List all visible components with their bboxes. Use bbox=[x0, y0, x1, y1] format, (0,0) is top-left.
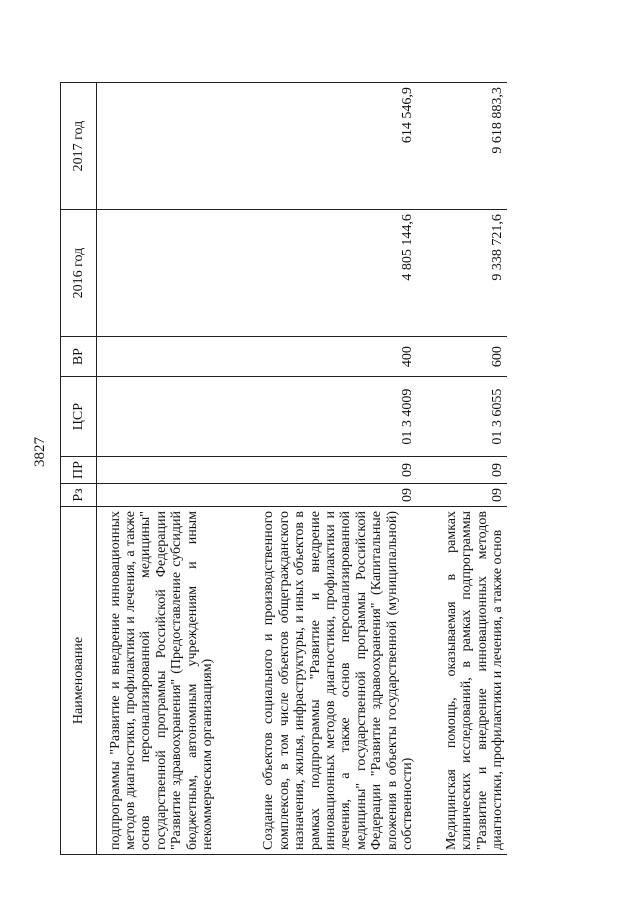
row-csr bbox=[97, 377, 217, 457]
row-pr: 09 bbox=[217, 457, 417, 484]
row-2017: 9 618 883,3 bbox=[417, 83, 507, 210]
page-number: 3827 bbox=[32, 437, 48, 467]
row-2016 bbox=[97, 210, 217, 337]
row-2016: 4 805 144,6 bbox=[217, 210, 417, 337]
header-name: Наименование bbox=[61, 507, 97, 855]
row-2017: 614 546,9 bbox=[217, 83, 417, 210]
header-pr: ПР bbox=[61, 457, 97, 484]
row-name: подпрограммы "Развитие и внедрение инновационных методов диагностики, профилактики и лечения, а также основ персонализированной медицины" государственной программы Российской Федерации "Развитие здравоохранения" (Предоставление субсидий бюджетным, автономным учреждениям и иным некоммерческим организациям) bbox=[97, 507, 217, 855]
row-name: Создание объектов социального и производственного комплексов, в том числе объектов общегражданского назначения, жилья, инфраструктуры, и иных объектов в рамках подпрограммы "Развитие и внедрение инновационных методов диагностики, профилактики и лечения, а также основ персонализированной медицины" государственной программы Российской Федерации "Развитие здравоохранения" (Капитальные вложения в объекты государственной (муниципальной) собственности) bbox=[217, 507, 417, 855]
row-rz bbox=[97, 484, 217, 507]
budget-table bbox=[60, 82, 507, 855]
table-row bbox=[217, 83, 417, 855]
row-name: Медицинская помощь, оказываемая в рамках клинических исследований, в рамках подпрограммы "Развитие и внедрение инновационных методов диагностики, профилактики и лечения, а также основ bbox=[417, 507, 507, 855]
row-pr: 09 bbox=[417, 457, 507, 484]
row-2016: 9 338 721,6 bbox=[417, 210, 507, 337]
header-2017: 2017 год bbox=[61, 83, 97, 210]
table-header-row bbox=[61, 83, 97, 855]
header-rz: Рз bbox=[61, 484, 97, 507]
row-pr bbox=[97, 457, 217, 484]
row-vr: 400 bbox=[217, 337, 417, 377]
header-csr: ЦСР bbox=[61, 377, 97, 457]
row-vr bbox=[97, 337, 217, 377]
row-csr: 01 3 4009 bbox=[217, 377, 417, 457]
header-vr: ВР bbox=[61, 337, 97, 377]
row-csr: 01 3 6055 bbox=[417, 377, 507, 457]
header-2016: 2016 год bbox=[61, 210, 97, 337]
row-rz: 09 bbox=[217, 484, 417, 507]
row-rz: 09 bbox=[417, 484, 507, 507]
row-2017 bbox=[97, 83, 217, 210]
table-row bbox=[97, 83, 217, 855]
table-row bbox=[417, 83, 507, 855]
row-vr: 600 bbox=[417, 337, 507, 377]
